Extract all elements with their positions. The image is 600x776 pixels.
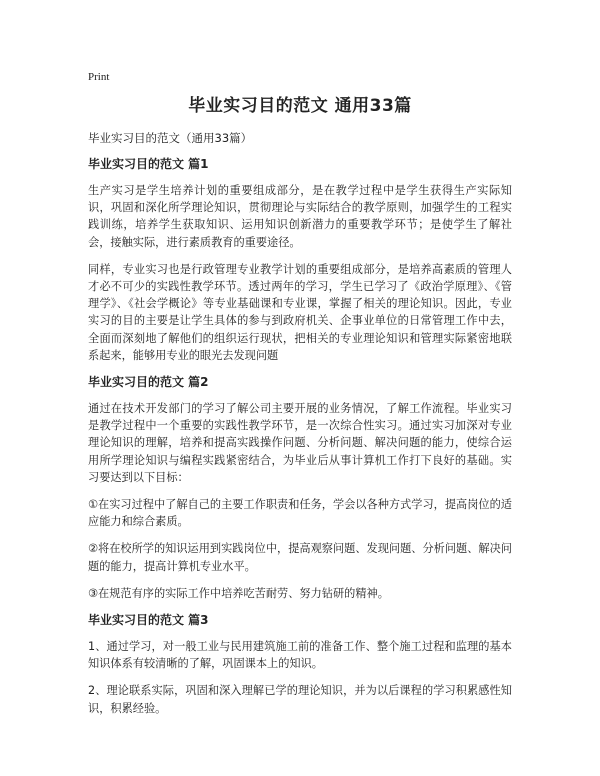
document-title: 毕业实习目的范文 通用33篇 xyxy=(188,96,412,116)
paragraph: 1、通过学习，对一般工业与民用建筑施工前的准备工作、整个施工过程和监理的基本知识体系有较清晰的了解，巩固课本上的知识。 xyxy=(88,640,512,671)
paragraph: 通过在技术开发部门的学习了解公司主要开展的业务情况，了解工作流程。毕业实习是教学过程中一个重要的实践性教学环节，是一次综合性实习。通过实习加深对专业理论知识的理解，培养和提高实践操作问题、分析问题、解决问题的能力，使综合运用所学理论知识与编程实践紧密结合，为毕业后从事计算机工作打下良好的基础。实习要达到以下目标： xyxy=(88,402,512,484)
paragraph: 2、理论联系实际，巩固和深入理解已学的理论知识，并为以后课程的学习积累感性知识，积累经验。 xyxy=(88,684,512,715)
section-heading: 毕业实习目的范文 篇3 xyxy=(88,613,209,628)
print-label: Print xyxy=(88,71,110,83)
section-heading: 毕业实习目的范文 篇1 xyxy=(88,157,209,171)
paragraph: 同样，专业实习也是行政管理专业教学计划的重要组成部分，是培养高素质的管理人才必不可少的实践性教学环节。透过两年的学习，学生已学习了《政治学原理》、《管理学》、《社会学概论》等专业基础课和专业课，掌握了相关的理论知识。因此，专业实习的目的主要是让学生具体的参与到政府机关、企事业单位的日常管理工作中去，全面而深刻地了解他们的组织运行现状，把相关的专业理论知识和管理实际紧密地联系起来，能够用专业的眼光去发现问题 xyxy=(88,262,512,362)
paragraph: ②将在校所学的知识运用到实践岗位中，提高观察问题、发现问题、分析问题、解决问题的能力，提高计算机专业水平。 xyxy=(88,542,512,573)
paragraph: ③在规范有序的实际工作中培养吃苦耐劳、努力钻研的精神。 xyxy=(88,586,389,600)
section-2 xyxy=(88,374,512,602)
section-3 xyxy=(88,612,512,717)
document-subtitle: 毕业实习目的范文（通用33篇） xyxy=(88,131,253,145)
paragraph: ①在实习过程中了解自己的主要工作职责和任务，学会以各种方式学习，提高岗位的适应能力和综合素质。 xyxy=(88,498,512,529)
section-1 xyxy=(88,156,512,364)
paragraph: 生产实习是学生培养计划的重要组成部分，是在教学过程中是学生获得生产实际知识，巩固和深化所学理论知识，贯彻理论与实际结合的教学原则，加强学生的工程实践训练，培养学生获取知识、运用知识创新潜力的重要教学环节；是使学生了解社会，接触实际，进行素质教育的重要途径。 xyxy=(88,184,512,249)
section-heading: 毕业实习目的范文 篇2 xyxy=(88,375,209,390)
